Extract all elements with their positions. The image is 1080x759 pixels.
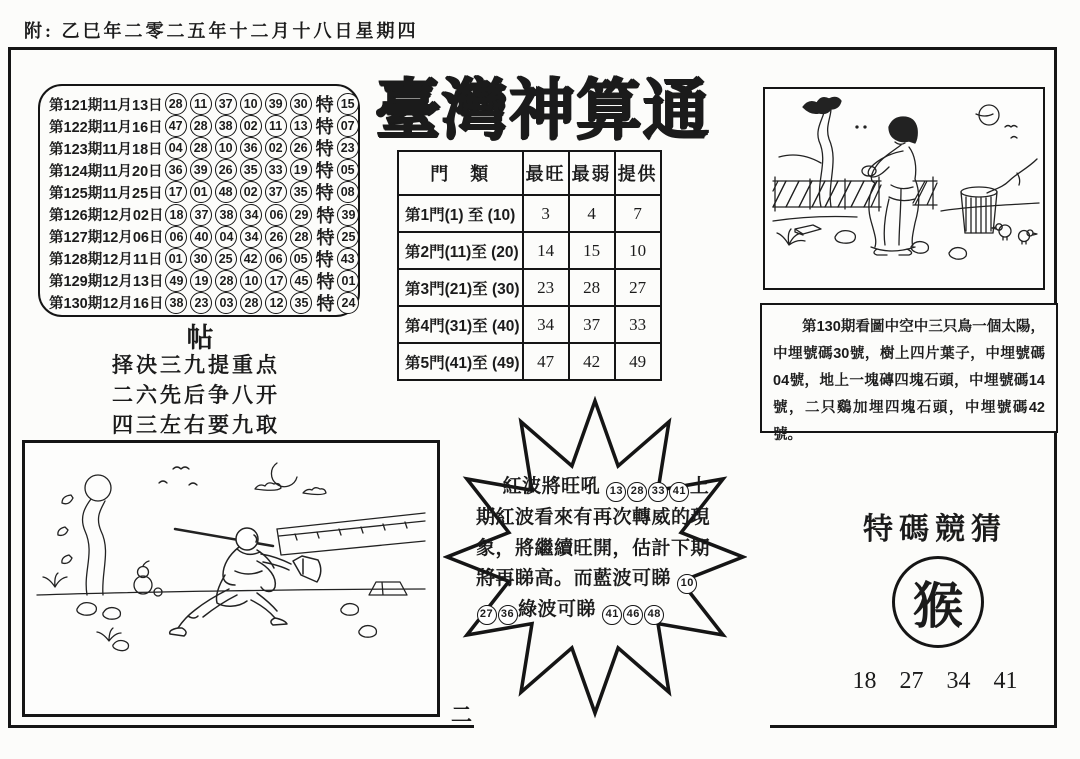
special-number: 05 [337,159,359,181]
circled-number: 27 [477,605,497,625]
branch [987,159,1037,193]
draw-label: 第121期11月13日 [49,97,163,114]
notice-line: 二六先后争八开 [112,383,280,407]
category-cell: 第1門(1) 至 (10) [398,195,523,232]
special-number: 15 [337,93,359,115]
result-row [49,203,358,225]
woman-feeding-chicks-illustration [765,89,1043,288]
picture-frame-top-right [763,87,1045,290]
gourd [134,561,162,596]
drawn-number: 03 [215,292,237,314]
bird-icons [159,467,197,485]
barrel [961,187,997,233]
result-row [49,226,358,248]
special-number: 24 [337,292,359,314]
sun-icon [976,105,999,125]
draw-label: 第122期11月16日 [49,119,163,136]
circled-number: 46 [623,605,643,625]
circled-number: 41 [602,605,622,625]
notice-line: 四三左右要九取 [112,413,280,437]
value-cell: 37 [569,306,615,343]
caption-text: 第130期看圖中空中三只鳥一個太陽，中埋號碼30號，樹上四片葉子，中埋號碼04號，地上一塊磚四塊石頭，中埋號碼14號，二只鷄加埋四塊石頭，中埋號碼42號。 [773,319,1045,443]
draw-label: 第124期11月20日 [49,163,163,180]
special-marker: 特 [316,271,335,292]
special-marker: 特 [315,161,334,182]
special-marker: 特 [316,227,335,248]
drawn-number: 40 [190,226,212,248]
circled-number: 28 [627,482,647,502]
tip-burst [443,396,747,722]
value-cell: 33 [615,306,661,343]
special-guess-title: 特碼競猜 [863,513,1007,546]
stats-header-cell: 提供 [615,151,661,195]
picture-caption-box [760,303,1058,443]
value-cell: 10 [615,232,661,269]
special-marker: 特 [315,117,334,138]
drawn-number: 01 [190,181,212,203]
circled-number: 13 [606,482,626,502]
stats-header-cell: 門 類 [398,151,523,195]
draw-label: 第123期11月18日 [49,141,163,158]
drawn-number: 39 [265,93,287,115]
drawn-number: 47 [165,115,187,137]
drawn-number: 35 [240,159,262,181]
drawn-number: 39 [190,159,212,181]
drawn-number: 04 [165,137,187,159]
special-marker: 特 [315,139,334,160]
drawn-number: 45 [290,270,312,292]
drawn-number: 35 [290,292,312,314]
special-marker: 特 [316,293,335,314]
notice-title: 帖 [186,323,214,353]
stats-header-cell: 最旺 [523,151,569,195]
special-marker: 特 [315,249,334,270]
drawn-number: 34 [240,204,262,226]
bird-icons [1005,126,1017,139]
drawn-number: 26 [265,226,287,248]
drawn-number: 34 [240,226,262,248]
special-number: 08 [337,181,359,203]
special-marker: 特 [315,95,334,116]
monk-with-axe-illustration [25,443,437,714]
drawn-number: 28 [215,270,237,292]
monk-figure [170,528,321,636]
result-row [49,248,358,270]
border-rule-top [8,47,1057,50]
drawn-number: 26 [215,159,237,181]
value-cell: 28 [569,269,615,306]
value-cell: 47 [523,343,569,380]
drawn-number: 06 [165,226,187,248]
drawn-number: 04 [215,226,237,248]
category-cell: 第4門(31)至 (40) [398,306,523,343]
drawn-number: 38 [215,204,237,226]
drawn-number: 26 [290,137,312,159]
result-row [49,159,358,181]
drawn-number: 37 [215,93,237,115]
notice-line: 择决三九提重点 [112,353,280,377]
draw-label: 第129期12月13日 [49,274,164,291]
circled-number: 10 [677,574,697,594]
drawn-number: 37 [265,181,287,203]
zodiac-character: 猴 [913,578,963,634]
ground-line [37,589,425,595]
draw-label: 第126期12月02日 [49,208,164,225]
value-cell: 14 [523,232,569,269]
circled-number: 48 [644,605,664,625]
drawn-number: 28 [165,93,187,115]
drawn-number: 10 [240,270,262,292]
drawn-number: 01 [165,248,187,270]
result-row [49,292,358,314]
stats-row [398,269,661,306]
border-rule-bottom-left [8,725,474,728]
drawn-number: 49 [165,270,187,292]
value-cell: 7 [615,195,661,232]
stats-row [398,232,661,269]
drawn-number: 30 [190,248,212,270]
stats-header-row [398,151,661,195]
drawn-number: 28 [240,292,262,314]
drawn-number: 28 [190,137,212,159]
drawn-number: 17 [165,181,187,203]
drawn-number: 19 [190,270,212,292]
drawn-number: 11 [265,115,287,137]
picture-frame-bottom-left [22,440,440,717]
wall [277,513,425,555]
value-cell: 23 [523,269,569,306]
drawn-number: 36 [240,137,262,159]
woman-figure [862,117,919,255]
drawn-number: 36 [165,159,187,181]
drawn-number: 38 [215,115,237,137]
draw-label: 第128期12月11日 [49,252,163,269]
chick-icons [992,224,1037,244]
drawn-number: 10 [215,137,237,159]
value-cell: 15 [569,232,615,269]
special-guess-numbers: 18 27 34 41 [852,668,1018,694]
result-row [49,115,358,137]
drawn-number: 05 [290,248,312,270]
draw-label: 第125期11月25日 [49,185,163,202]
plant [43,573,67,587]
burst-text: 紅波將旺吼 13 28 33 41 上期紅波看來有再次轉威的現象，將繼續旺開，估計下期將再睇高。而藍波可睇 1027 36 綠波可睇 41 46 48 [476,472,714,626]
page-number: 二 [451,703,472,727]
stats-header-cell: 最弱 [569,151,615,195]
results-rows [49,93,358,314]
result-row [49,93,358,115]
special-marker: 特 [316,205,335,226]
drawn-number: 11 [190,93,212,115]
drawn-number: 38 [165,292,187,314]
lattice-fence [773,177,937,211]
drawn-number: 33 [265,159,287,181]
special-number: 01 [337,270,359,292]
drawn-number: 42 [240,248,262,270]
category-cell: 第3門(21)至 (30) [398,269,523,306]
drawn-number: 13 [290,115,312,137]
drawn-number: 29 [290,204,312,226]
draw-label: 第127期12月06日 [49,230,164,247]
value-cell: 4 [569,195,615,232]
drawn-number: 12 [265,292,287,314]
category-cell: 第5門(41)至 (49) [398,343,523,380]
rocks [77,603,377,651]
header-date: 附: 乙巳年二零二五年十二月十八日星期四 [24,21,419,41]
drawn-number: 06 [265,204,287,226]
drawn-number: 17 [265,270,287,292]
stats-row [398,306,661,343]
rocks [795,225,966,259]
value-cell: 27 [615,269,661,306]
circled-number: 36 [498,605,518,625]
value-cell: 42 [569,343,615,380]
stats-table [397,150,662,381]
plant [777,229,805,245]
drawn-number: 19 [290,159,312,181]
drawn-number: 25 [215,248,237,270]
border-rule-left [8,47,11,728]
special-number: 43 [337,248,359,270]
category-cell: 第2門(11)至 (20) [398,232,523,269]
special-number: 07 [337,115,359,137]
drawn-number: 10 [240,93,262,115]
draw-label: 第130期12月16日 [49,296,164,313]
value-cell: 34 [523,306,569,343]
stats-table-body [398,195,661,380]
special-number: 25 [337,226,359,248]
drawn-number: 02 [265,137,287,159]
past-results-box [38,84,360,317]
drawn-number: 23 [190,292,212,314]
drawn-number: 48 [215,181,237,203]
zodiac-circle [892,556,984,648]
drawn-number: 18 [165,204,187,226]
stats-row [398,195,661,232]
result-row [49,270,358,292]
special-marker: 特 [315,183,334,204]
drawn-number: 35 [290,181,312,203]
border-rule-bottom-right [770,725,1057,728]
result-row [49,137,358,159]
drawn-number: 30 [290,93,312,115]
special-number: 23 [337,137,359,159]
result-row [49,181,358,203]
circled-number: 41 [669,482,689,502]
drawn-number: 02 [240,181,262,203]
drawn-number: 28 [190,115,212,137]
drawn-number: 28 [290,226,312,248]
masthead-title: 臺灣神算通 [374,74,709,147]
drawn-number: 06 [265,248,287,270]
circled-number: 33 [648,482,668,502]
stats-row [398,343,661,380]
drawn-number: 37 [190,204,212,226]
value-cell: 49 [615,343,661,380]
special-number: 39 [337,204,359,226]
value-cell: 3 [523,195,569,232]
drawn-number: 02 [240,115,262,137]
